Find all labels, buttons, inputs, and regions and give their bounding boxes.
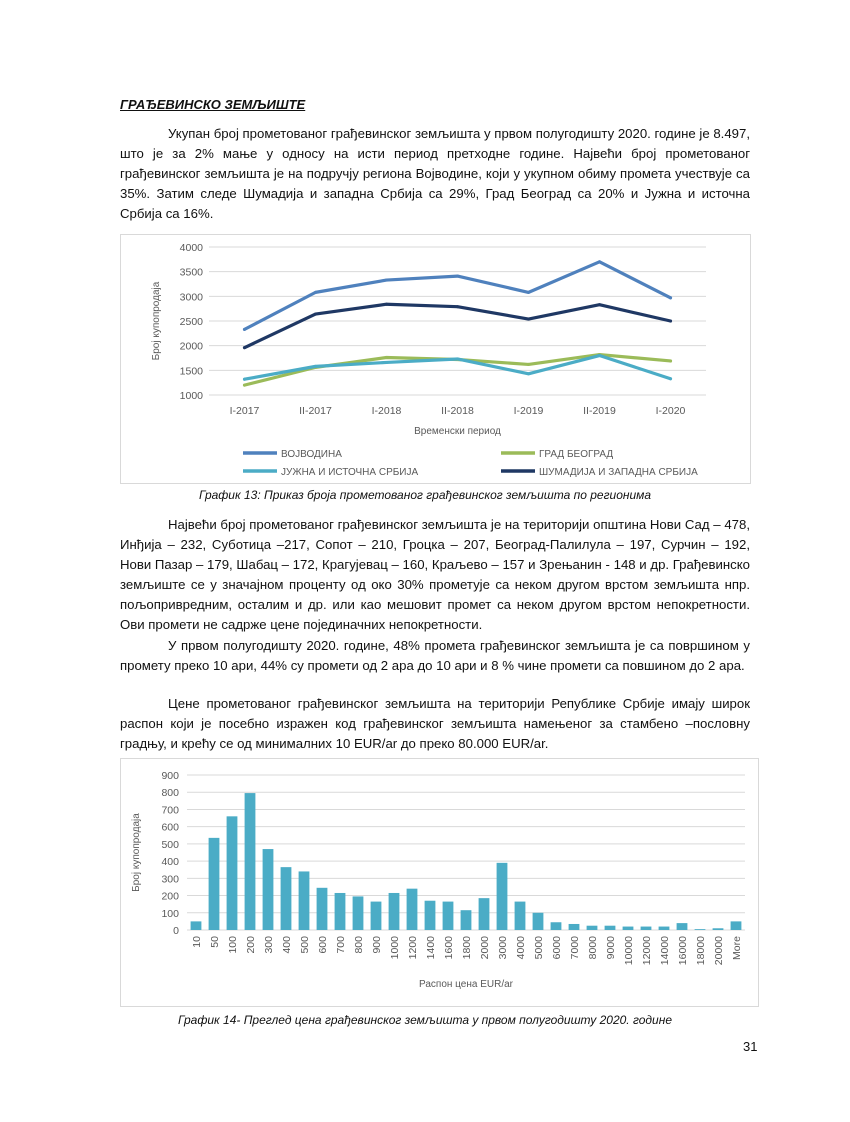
caption-chart-13: График 13: Приказ броја прометованог грађевинског земљишта по регионима (198, 488, 652, 502)
data-point (385, 356, 388, 359)
bar-20000 (713, 928, 724, 930)
x-tick-label: 5000 (533, 936, 545, 960)
data-point (527, 363, 530, 366)
data-point (527, 372, 530, 375)
bar-9000 (605, 926, 616, 930)
x-tick-label: 300 (263, 936, 275, 954)
data-point (527, 318, 530, 321)
bar-10000 (623, 927, 634, 930)
x-tick-label: I-2018 (371, 405, 402, 417)
bar-5000 (533, 913, 544, 930)
legend-label: ГРАД БЕОГРАД (539, 449, 614, 460)
x-tick-label: 900 (371, 936, 383, 954)
y-axis-label: Број купопродаја (151, 281, 162, 361)
y-tick-label: 100 (161, 907, 179, 920)
x-tick-label: 2000 (479, 936, 491, 960)
bar-2000 (479, 898, 490, 930)
bar-8000 (587, 926, 598, 930)
y-tick-label: 1500 (179, 365, 203, 378)
line-chart-regions (120, 234, 751, 484)
bar-4000 (515, 902, 526, 930)
x-tick-label: 16000 (677, 936, 689, 966)
x-tick-label: 18000 (695, 936, 707, 966)
bar-100 (227, 816, 238, 930)
x-tick-label: 14000 (659, 936, 671, 966)
bar-400 (281, 867, 292, 930)
y-tick-label: 500 (161, 838, 179, 851)
x-tick-label: 1000 (389, 936, 401, 960)
x-tick-label: I-2017 (229, 405, 260, 417)
x-tick-label: II-2019 (583, 405, 616, 417)
y-tick-label: 600 (161, 821, 179, 834)
paragraph-price-range: Цене прометованог грађевинског земљишта на територији Републике Србије имају широк распон који је посебно изражен код грађевинског земљишта намењеног за стамбено –пословну градњу, и крећу се од минималних 10 EUR/ar до преко 80.000 EUR/ar. (120, 696, 750, 751)
data-point (243, 346, 246, 349)
paragraph-municipalities: Највећи број прометованог грађевинског земљишта је на територији општина Нови Сад – 478, Инђија – 232, Суботица –217, Сопот – 210, Гроцка – 207, Београд-Палилула – 197, Сурчин – 192, Нови Пазар – 179, Шабац – 172, Крагујевац – 160, Краљево – 157 и Зрењанин - 148 и др. Грађевинско земљиште се у значајном проценту од око 30% прометује са неком другом врстом земљишта нпр. пољопривредним, осталим и др. или као мешовит промет са неком другом врстом непокретности. Ови промети не садрже цене појединачних непокретности. (120, 517, 750, 632)
paragraph-area-shares: У првом полугодишту 2020. године, 48% промета грађевинског земљишта је са површином у промету преко 10 ари, 44% су промети од 2 ара до 10 ари и 8 % чине промети са повшином до 2 ара. (120, 638, 750, 673)
bar-More (731, 921, 742, 930)
bar-7000 (569, 924, 580, 930)
x-tick-label: 600 (317, 936, 329, 954)
bar-1600 (443, 902, 454, 930)
legend-label: ЈУЖНА И ИСТОЧНА СРБИЈА (281, 467, 419, 478)
x-tick-label: I-2020 (655, 405, 686, 417)
bar-200 (245, 793, 256, 930)
x-tick-label: 6000 (551, 936, 563, 960)
data-point (527, 291, 530, 294)
x-tick-label: 12000 (641, 936, 653, 966)
bar-600 (317, 888, 328, 930)
y-tick-label: 800 (161, 787, 179, 800)
bar-300 (263, 849, 274, 930)
x-tick-label: 100 (227, 936, 239, 954)
data-point (598, 260, 601, 263)
x-tick-label: 50 (209, 936, 221, 948)
data-point (669, 296, 672, 299)
data-point (385, 303, 388, 306)
y-tick-label: 900 (161, 770, 179, 782)
series-line-3 (245, 304, 671, 347)
legend-label: ШУМАДИЈА И ЗАПАДНА СРБИЈА (539, 467, 698, 478)
bar-chart-prices (120, 758, 759, 1007)
x-tick-label: 700 (335, 936, 347, 954)
y-axis-label: Број купопродаја (131, 813, 142, 892)
bar-18000 (695, 929, 706, 930)
data-point (669, 359, 672, 362)
data-point (314, 291, 317, 294)
line-chart-svg (121, 235, 750, 483)
x-tick-label: I-2019 (513, 405, 544, 417)
data-point (669, 320, 672, 323)
bar-chart-svg (121, 759, 758, 1006)
x-tick-label: 20000 (713, 936, 725, 966)
x-tick-label: 4000 (515, 936, 527, 960)
bar-1400 (425, 901, 436, 930)
data-point (243, 384, 246, 387)
y-tick-label: 200 (161, 890, 179, 903)
bar-500 (299, 871, 310, 930)
data-point (598, 354, 601, 357)
y-tick-label: 3500 (179, 266, 203, 279)
bar-6000 (551, 922, 562, 930)
x-tick-label: II-2017 (299, 405, 332, 417)
x-tick-label: 10 (191, 936, 203, 948)
y-tick-label: 300 (161, 873, 179, 886)
x-tick-label: 500 (299, 936, 311, 954)
bar-700 (335, 893, 346, 930)
data-point (314, 313, 317, 316)
x-tick-label: II-2018 (441, 405, 474, 417)
bar-1200 (407, 889, 418, 930)
data-point (385, 361, 388, 364)
x-tick-label: 9000 (605, 936, 617, 960)
x-tick-label: 3000 (497, 936, 509, 960)
bar-900 (371, 902, 382, 930)
x-tick-label: 1600 (443, 936, 455, 960)
bar-16000 (677, 923, 688, 930)
page-number: 31 (743, 1039, 758, 1054)
data-point (314, 365, 317, 368)
data-point (456, 357, 459, 360)
data-point (243, 378, 246, 381)
legend-label: ВОЈВОДИНА (281, 449, 342, 460)
y-tick-label: 2000 (179, 340, 203, 353)
y-tick-label: 0 (173, 925, 179, 937)
x-tick-label: 8000 (587, 936, 599, 960)
y-tick-label: 4000 (179, 242, 203, 254)
section-title: ГРАЂЕВИНСКО ЗЕМЉИШТЕ (120, 97, 306, 112)
x-tick-label: 1400 (425, 936, 437, 960)
bar-14000 (659, 927, 670, 930)
x-tick-label: 1200 (407, 936, 419, 960)
bar-1000 (389, 893, 400, 930)
bar-50 (209, 838, 220, 930)
x-tick-label: 200 (245, 936, 257, 954)
bar-12000 (641, 927, 652, 930)
y-tick-label: 700 (161, 804, 179, 817)
x-tick-label: 10000 (623, 936, 635, 966)
bar-800 (353, 896, 364, 930)
y-tick-label: 2500 (179, 316, 203, 328)
data-point (456, 305, 459, 308)
data-point (598, 303, 601, 306)
y-tick-label: 1000 (179, 390, 203, 402)
caption-chart-14: График 14- Преглед цена грађевинског земљишта у првом полугодишту 2020. године (177, 1013, 673, 1027)
data-point (243, 328, 246, 331)
x-tick-label: 400 (281, 936, 293, 954)
data-point (669, 377, 672, 380)
bar-3000 (497, 863, 508, 930)
x-tick-label: 1800 (461, 936, 473, 960)
y-tick-label: 400 (161, 856, 179, 869)
x-axis-label: Временски период (414, 426, 501, 437)
data-point (456, 275, 459, 278)
bar-1800 (461, 910, 472, 930)
paragraph-intro: Укупан број прометованог грађевинског земљишта у првом полугодишту 2020. године је 8.497, што је за 2% мање у односу на исти период претходне године. Највећи број прометованог грађевинског земљишта је на подручју региона Војводине, који у укупном обиму промета учествује са 35%. Затим следе Шумадија и западна Србија са 29%, Град Београд са 20% и Јужна и источна Србија са 16%. (120, 126, 750, 221)
y-tick-label: 3000 (179, 291, 203, 304)
bar-10 (191, 921, 202, 930)
x-tick-label: 800 (353, 936, 365, 954)
data-point (385, 279, 388, 282)
x-tick-label: More (731, 936, 743, 960)
x-tick-label: 7000 (569, 936, 581, 960)
x-axis-label: Распон цена EUR/ar (419, 979, 513, 990)
